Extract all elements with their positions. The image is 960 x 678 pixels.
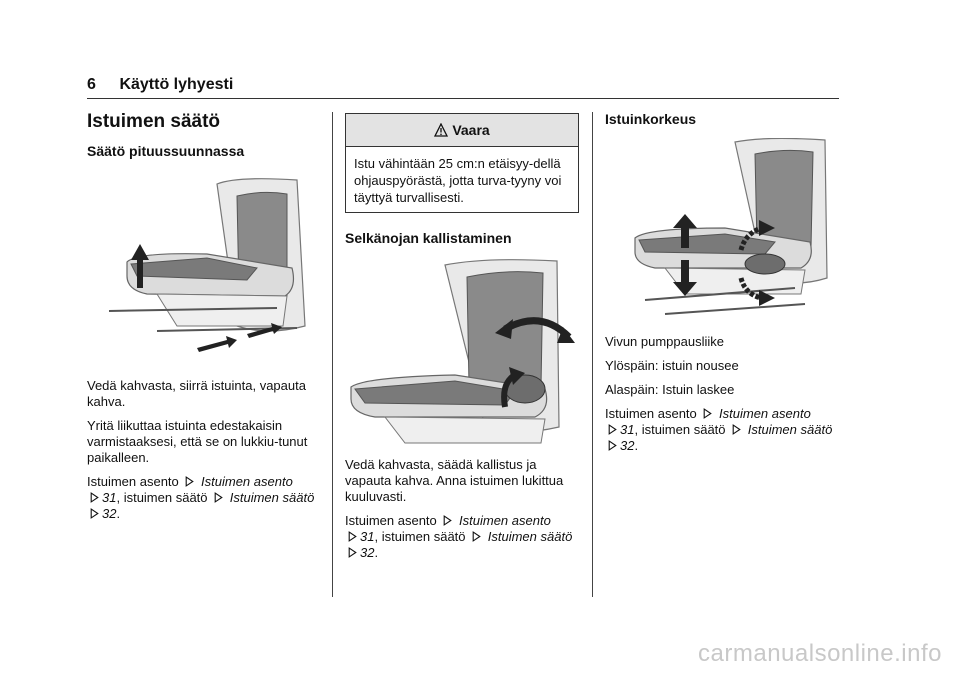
reference-arrow-icon [731, 424, 742, 435]
page-number: 6 [87, 76, 96, 93]
reference-arrow-icon [213, 492, 224, 503]
xref-lead: Istuimen asento [605, 406, 697, 421]
xref-page-1[interactable]: 31 [102, 490, 117, 505]
page-ref-icon [347, 531, 358, 542]
xref-mid: , istuimen säätö [374, 529, 466, 544]
xref-link-position[interactable]: Istuimen asento [459, 513, 551, 528]
xref-link-position[interactable]: Istuimen asento [201, 474, 293, 489]
xref-mid: , istuimen säätö [116, 490, 208, 505]
xref-link-position[interactable]: Istuimen asento [719, 406, 811, 421]
xref-page-2[interactable]: 32 [620, 438, 635, 453]
column-divider-2 [592, 112, 593, 597]
warning-triangle-icon [434, 123, 448, 137]
section-title: Istuimen säätö [87, 111, 221, 132]
instruction-para-2: Yritä liikuttaa istuinta edestakaisin varmistaaksesi, että se on lukkiu-tunut paikalleen. [87, 418, 308, 465]
xref-page-1[interactable]: 31 [360, 529, 375, 544]
xref-end: . [374, 545, 379, 560]
warning-title: Vaara [452, 122, 490, 138]
xref-link-adjust[interactable]: Istuimen säätö [229, 490, 315, 505]
cross-reference [87, 474, 325, 522]
page-ref-icon [89, 508, 100, 519]
column-3 [605, 110, 843, 462]
page-ref-icon [607, 440, 618, 451]
xref-link-adjust[interactable]: Istuimen säätö [487, 529, 573, 544]
reference-arrow-icon [702, 408, 713, 419]
page-ref-icon [347, 547, 358, 558]
column-divider-1 [332, 112, 333, 597]
instruction-para-1: Vedä kahvasta, siirrä istuinta, vapauta kahva. [87, 378, 306, 409]
xref-page-2[interactable]: 32 [360, 545, 375, 560]
seat-height-illustration [605, 138, 837, 320]
reference-arrow-icon [471, 531, 482, 542]
xref-page-2[interactable]: 32 [102, 506, 117, 521]
backrest-recline-illustration [345, 257, 577, 449]
xref-end: . [116, 506, 121, 521]
page-ref-icon [607, 424, 618, 435]
column-1 [87, 110, 325, 530]
pump-up-text: Ylöspäin: istuin nousee [605, 358, 739, 373]
reference-arrow-icon [442, 515, 453, 526]
pump-down-text: Alaspäin: Istuin laskee [605, 382, 735, 397]
xref-page-1[interactable]: 31 [620, 422, 635, 437]
header-rule [87, 98, 839, 99]
watermark: carmanualsonline.info [698, 640, 942, 667]
warning-text: Istu vähintään 25 cm:n etäisyy-dellä ohjauspyörästä, jotta turva-tyyny voi täyttyä turvallisesti. [354, 156, 562, 205]
subtitle-backrest: Selkänojan kallistaminen [345, 230, 512, 246]
chapter-title: Käyttö lyhyesti [119, 76, 234, 93]
column-2 [345, 113, 583, 569]
xref-lead: Istuimen asento [87, 474, 179, 489]
xref-link-adjust[interactable]: Istuimen säätö [747, 422, 833, 437]
pump-description: Vivun pumppausliike [605, 334, 724, 349]
xref-end: . [634, 438, 639, 453]
seat-longitudinal-illustration [87, 176, 319, 366]
warning-box [345, 113, 579, 213]
page-ref-icon [89, 492, 100, 503]
xref-mid: , istuimen säätö [634, 422, 726, 437]
cross-reference [345, 513, 583, 561]
subtitle-seat-height: Istuinkorkeus [605, 111, 697, 127]
cross-reference [605, 406, 843, 454]
xref-lead: Istuimen asento [345, 513, 437, 528]
page-header [87, 76, 233, 94]
subtitle-longitudinal: Säätö pituussuunnassa [87, 143, 245, 159]
warning-header [346, 114, 578, 147]
reference-arrow-icon [184, 476, 195, 487]
instruction-para: Vedä kahvasta, säädä kallistus ja vapauta kahva. Anna istuimen lukittua kuuluvasti. [345, 457, 564, 504]
